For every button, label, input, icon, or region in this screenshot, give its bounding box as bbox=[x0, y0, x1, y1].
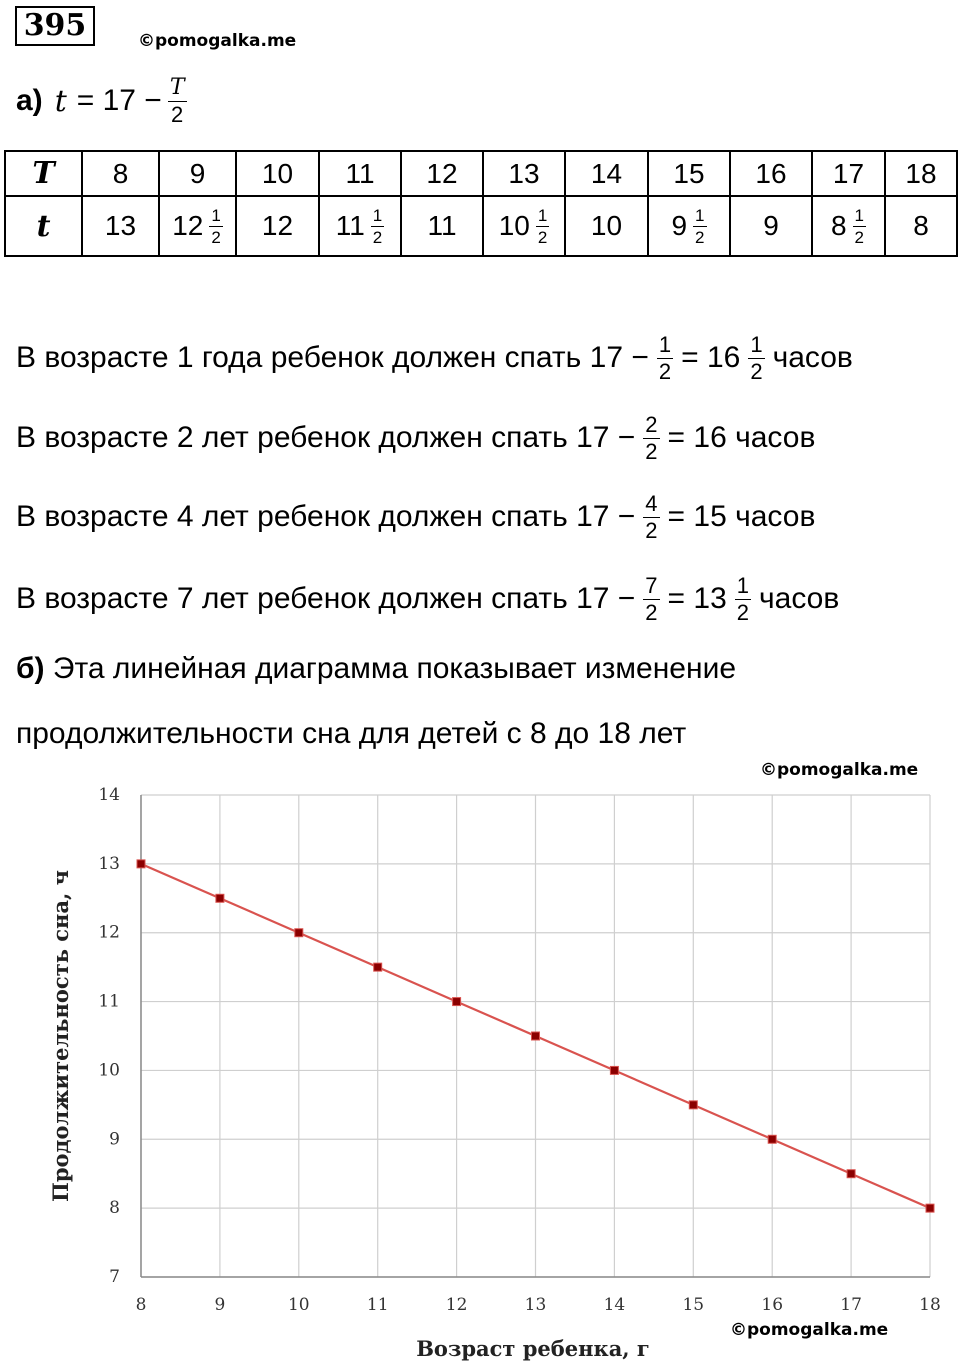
sentence-tail: часов bbox=[759, 582, 840, 615]
sentence-3 bbox=[16, 485, 815, 549]
table-head-t: t bbox=[5, 196, 82, 256]
mixed-fraction bbox=[209, 207, 222, 246]
fraction-den: 2 bbox=[854, 227, 865, 247]
x-tick-label: 8 bbox=[135, 1295, 147, 1315]
fraction-den: 2 bbox=[695, 227, 705, 247]
sentence-fraction bbox=[643, 490, 659, 543]
x-tick-label: 12 bbox=[445, 1295, 468, 1315]
fraction-num: 1 bbox=[750, 331, 763, 357]
mixed-whole: 12 bbox=[261, 210, 294, 241]
table-cell: 18 bbox=[885, 151, 957, 196]
fraction-num: 2 bbox=[645, 411, 658, 437]
mixed-whole: 8 bbox=[830, 210, 847, 241]
table-cell: 10 bbox=[236, 151, 319, 196]
sentence-fraction bbox=[643, 411, 659, 464]
table-cell: 15 bbox=[648, 151, 730, 196]
table-cell bbox=[648, 196, 730, 256]
fraction-num: 1 bbox=[854, 205, 865, 225]
result-fraction bbox=[748, 331, 764, 384]
sleep-line-chart bbox=[0, 760, 960, 1367]
table-cell bbox=[236, 196, 319, 256]
y-tick-label: 9 bbox=[109, 1129, 120, 1150]
table-head-T: T bbox=[5, 151, 82, 196]
mixed-whole: 11 bbox=[335, 210, 365, 241]
table-cell: 12 bbox=[401, 151, 483, 196]
chart-watermark-bottom: ©pomogalka.me bbox=[730, 1320, 889, 1340]
table-cell bbox=[812, 196, 885, 256]
y-tick-label: 10 bbox=[98, 1060, 120, 1081]
watermark-top: ©pomogalka.me bbox=[138, 31, 297, 51]
mixed-whole: 12 bbox=[172, 210, 204, 241]
mixed-fraction bbox=[853, 207, 866, 246]
result-fraction bbox=[735, 572, 751, 625]
data-point bbox=[926, 1204, 934, 1212]
fraction-num: 1 bbox=[658, 331, 672, 357]
sentence-tail: часов bbox=[772, 341, 853, 374]
table-cell: 16 bbox=[730, 151, 812, 196]
table-cell: 8 bbox=[82, 151, 159, 196]
data-point bbox=[768, 1135, 776, 1143]
y-tick-label: 14 bbox=[98, 785, 120, 805]
sentence-text: В возрасте 7 лет ребенок должен спать 17 − bbox=[16, 582, 636, 615]
x-tick-label: 13 bbox=[524, 1295, 547, 1315]
fraction-num: 1 bbox=[372, 205, 383, 225]
table-cell bbox=[319, 196, 401, 256]
sentence-1 bbox=[16, 326, 853, 390]
fraction-num: 1 bbox=[211, 205, 221, 225]
mixed-whole: 10 bbox=[498, 210, 530, 241]
fraction-den: 2 bbox=[645, 517, 658, 543]
formula-lhs: t bbox=[54, 83, 67, 119]
y-tick-label: 11 bbox=[98, 991, 120, 1012]
mixed-whole: 9 bbox=[763, 210, 779, 241]
y-tick-label: 7 bbox=[109, 1267, 120, 1287]
fraction-den: 2 bbox=[537, 227, 548, 247]
fraction-num: 4 bbox=[645, 490, 658, 516]
sentence-fraction bbox=[643, 572, 659, 625]
table-cell: 14 bbox=[565, 151, 648, 196]
mixed-whole: 13 bbox=[104, 210, 137, 241]
x-tick-label: 11 bbox=[366, 1295, 389, 1315]
data-point bbox=[689, 1101, 697, 1109]
data-point bbox=[847, 1170, 855, 1178]
chart-ticks bbox=[98, 785, 940, 1315]
fraction-den: 2 bbox=[658, 358, 672, 384]
x-tick-label: 14 bbox=[603, 1295, 626, 1315]
fraction-den: 2 bbox=[645, 438, 658, 464]
sentence-fraction bbox=[657, 331, 673, 384]
part-a-label: а) bbox=[16, 84, 43, 117]
part-b-line2: продолжительности сна для детей с 8 до 18 лет bbox=[16, 717, 687, 750]
sentence-text: В возрасте 1 года ребенок должен спать 17 − bbox=[16, 341, 649, 374]
fraction-den: 2 bbox=[211, 227, 221, 247]
chart-watermark-top: ©pomogalka.me bbox=[760, 760, 919, 780]
fraction-den: 2 bbox=[372, 227, 383, 247]
y-tick-label: 12 bbox=[98, 922, 120, 943]
data-point bbox=[374, 963, 382, 971]
data-point bbox=[295, 929, 303, 937]
sentence-eq: = 13 bbox=[667, 582, 727, 615]
data-point bbox=[610, 1066, 618, 1074]
sentence-2 bbox=[16, 406, 815, 470]
mixed-whole: 11 bbox=[427, 210, 457, 241]
table-cell bbox=[401, 196, 483, 256]
sentence-eq: = 16 bbox=[681, 341, 741, 374]
part-b-line1 bbox=[16, 652, 736, 686]
y-tick-label: 8 bbox=[109, 1198, 120, 1219]
mixed-whole: 9 bbox=[671, 210, 688, 241]
mixed-fraction bbox=[371, 207, 384, 246]
sentence-text: В возрасте 2 лет ребенок должен спать 17 − bbox=[16, 421, 636, 454]
fraction-num: 1 bbox=[537, 205, 548, 225]
sentence-text: В возрасте 4 лет ребенок должен спать 17 − bbox=[16, 500, 636, 533]
fraction-den: 2 bbox=[736, 599, 750, 625]
mixed-fraction bbox=[536, 207, 549, 246]
table-cell: 9 bbox=[159, 151, 236, 196]
table-cell bbox=[483, 196, 565, 256]
table-cell bbox=[885, 196, 957, 256]
formula-a bbox=[16, 66, 193, 136]
fraction-num: 1 bbox=[695, 205, 705, 225]
values-table bbox=[4, 150, 958, 257]
fraction-den: 2 bbox=[645, 599, 658, 625]
table-cell bbox=[82, 196, 159, 256]
problem-number: 395 bbox=[15, 6, 95, 46]
fraction-num: 1 bbox=[736, 572, 750, 598]
fraction-den: 2 bbox=[750, 358, 763, 384]
sentence-4 bbox=[16, 567, 839, 631]
part-b-label: б) bbox=[16, 652, 45, 685]
sentence-eq: = 16 часов bbox=[667, 421, 816, 454]
mixed-fraction bbox=[693, 207, 706, 246]
x-axis-title: Возраст ребенка, г bbox=[416, 1336, 650, 1361]
table-row-T bbox=[5, 151, 957, 196]
formula-den: 2 bbox=[171, 101, 184, 127]
data-point bbox=[137, 860, 145, 868]
mixed-whole: 8 bbox=[913, 210, 929, 241]
x-tick-label: 10 bbox=[287, 1295, 310, 1315]
formula-num: T bbox=[169, 74, 185, 100]
x-tick-label: 15 bbox=[682, 1295, 705, 1315]
sentence-eq: = 15 часов bbox=[667, 500, 816, 533]
data-point bbox=[216, 894, 224, 902]
table-row-t bbox=[5, 196, 957, 256]
formula-eq: = 17 − bbox=[76, 84, 162, 117]
x-tick-label: 18 bbox=[919, 1295, 941, 1315]
data-point bbox=[532, 1032, 540, 1040]
table-cell: 17 bbox=[812, 151, 885, 196]
mixed-whole: 10 bbox=[590, 210, 623, 241]
table-cell: 13 bbox=[483, 151, 565, 196]
table-cell bbox=[730, 196, 812, 256]
table-cell bbox=[565, 196, 648, 256]
data-point bbox=[453, 998, 461, 1006]
x-tick-label: 9 bbox=[214, 1295, 226, 1315]
table-cell: 11 bbox=[319, 151, 401, 196]
x-tick-label: 16 bbox=[761, 1295, 784, 1315]
y-tick-label: 13 bbox=[98, 853, 120, 874]
fraction-num: 7 bbox=[645, 572, 658, 598]
table-cell bbox=[159, 196, 236, 256]
formula-fraction bbox=[168, 74, 187, 127]
y-axis-title: Продолжительность сна, ч bbox=[48, 869, 73, 1203]
part-b-text-1: Эта линейная диаграмма показывает изменение bbox=[52, 652, 737, 685]
x-tick-label: 17 bbox=[840, 1295, 862, 1315]
